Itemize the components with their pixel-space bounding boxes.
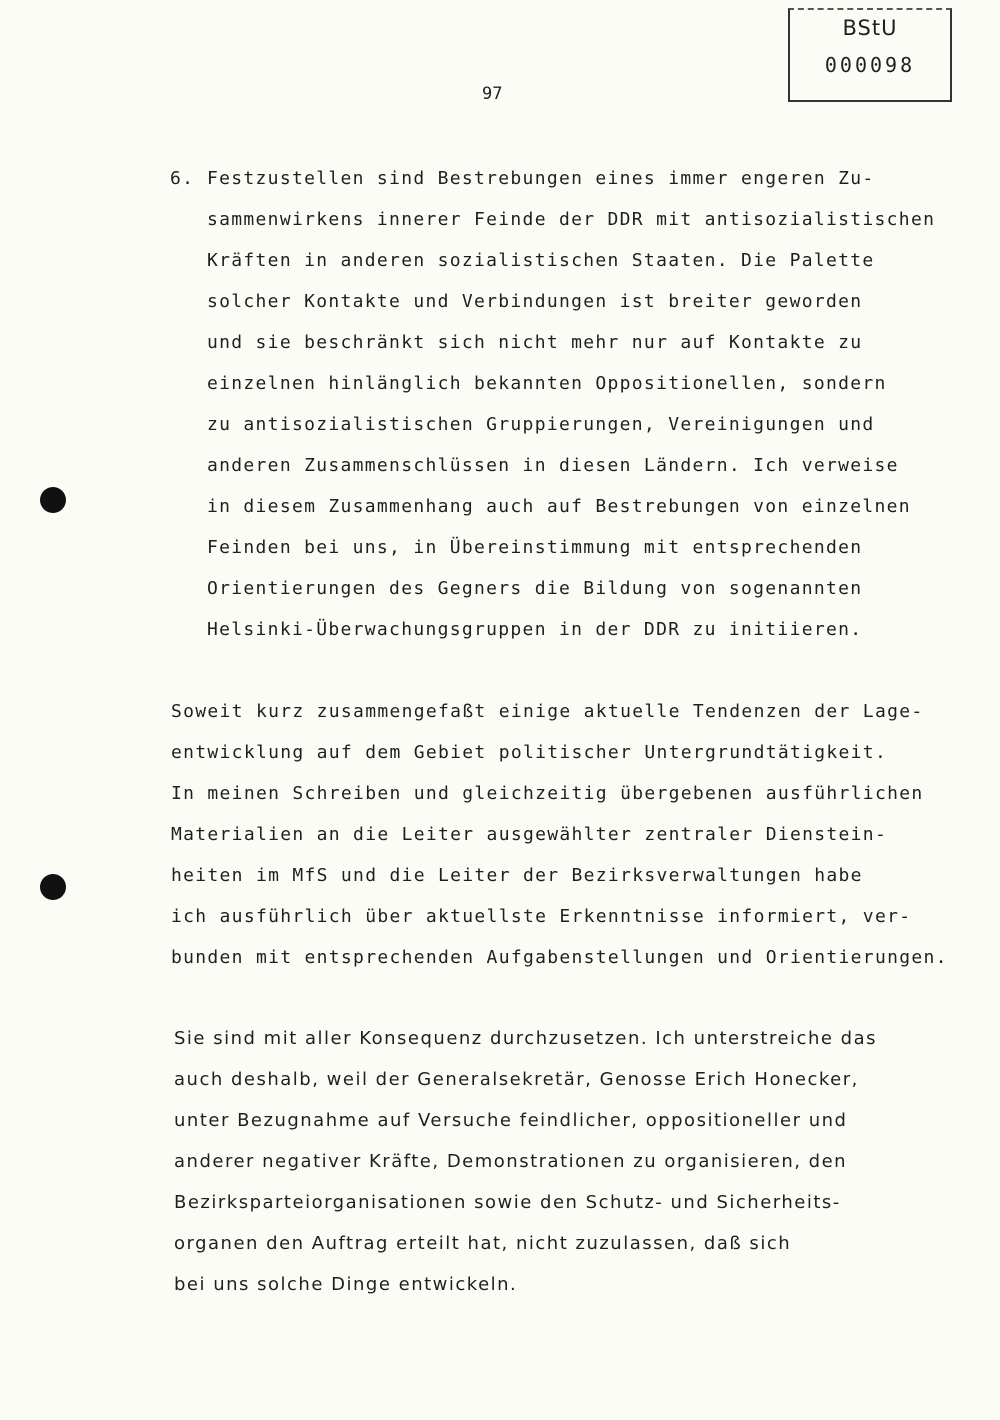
text-line: sammenwirkens innerer Feinde der DDR mit antisozialistischen — [207, 209, 936, 230]
text-line: heiten im MfS und die Leiter der Bezirksverwaltungen habe — [171, 865, 863, 886]
stamp-number: 000098 — [824, 53, 916, 77]
text-line: ich ausführlich über aktuellste Erkenntnisse informiert, ver- — [171, 906, 912, 927]
text-line: Bezirksparteiorganisationen sowie den Schutz- und Sicherheits- — [174, 1192, 841, 1213]
text-line: anderen Zusammenschlüssen in diesen Ländern. Ich verweise — [207, 455, 899, 476]
text-line: auch deshalb, weil der Generalsekretär, Genosse Erich Honecker, — [174, 1069, 859, 1090]
text-line: Orientierungen des Gegners die Bildung von sogenannten — [207, 578, 863, 599]
text-line: bei uns solche Dinge entwickeln. — [174, 1274, 518, 1295]
punch-hole-icon — [40, 487, 66, 513]
text-line: in diesem Zusammenhang auch auf Bestrebungen von einzelnen — [207, 496, 911, 517]
stamp-title: BStU — [842, 16, 898, 40]
text-line: Kräften in anderen sozialistischen Staaten. Die Palette — [207, 250, 875, 271]
page-number: 97 — [482, 84, 503, 104]
text-line: Materialien an die Leiter ausgewählter zentraler Dienstein- — [171, 824, 888, 845]
text-line: unter Bezugnahme auf Versuche feindlicher, oppositioneller und — [174, 1110, 848, 1131]
text-line: zu antisozialistischen Gruppierungen, Vereinigungen und — [207, 414, 875, 435]
text-line: Sie sind mit aller Konsequenz durchzusetzen. Ich unterstreiche das — [174, 1028, 877, 1049]
text-line: Helsinki-Überwachungsgruppen in der DDR zu initiieren. — [207, 619, 863, 640]
text-line: organen den Auftrag erteilt hat, nicht zuzulassen, daß sich — [174, 1233, 792, 1254]
archive-stamp — [788, 8, 952, 102]
text-line: anderer negativer Kräfte, Demonstrationen zu organisieren, den — [174, 1151, 848, 1172]
text-line: bunden mit entsprechenden Aufgabenstellungen und Orientierungen. — [171, 947, 948, 968]
item-marker: 6. — [170, 168, 195, 189]
text-line: Feinden bei uns, in Übereinstimmung mit entsprechenden — [207, 537, 863, 558]
text-line: solcher Kontakte und Verbindungen ist breiter geworden — [207, 291, 863, 312]
text-line: und sie beschränkt sich nicht mehr nur auf Kontakte zu — [207, 332, 863, 353]
text-line: entwicklung auf dem Gebiet politischer Untergrundtätigkeit. — [171, 742, 888, 763]
text-line: einzelnen hinlänglich bekannten Oppositionellen, sondern — [207, 373, 887, 394]
text-line: In meinen Schreiben und gleichzeitig übergebenen ausführlichen — [171, 783, 924, 804]
punch-hole-icon — [40, 874, 66, 900]
text-line: Festzustellen sind Bestrebungen eines immer engeren Zu- — [207, 168, 875, 189]
text-line: Soweit kurz zusammengefaßt einige aktuelle Tendenzen der Lage- — [171, 701, 924, 722]
